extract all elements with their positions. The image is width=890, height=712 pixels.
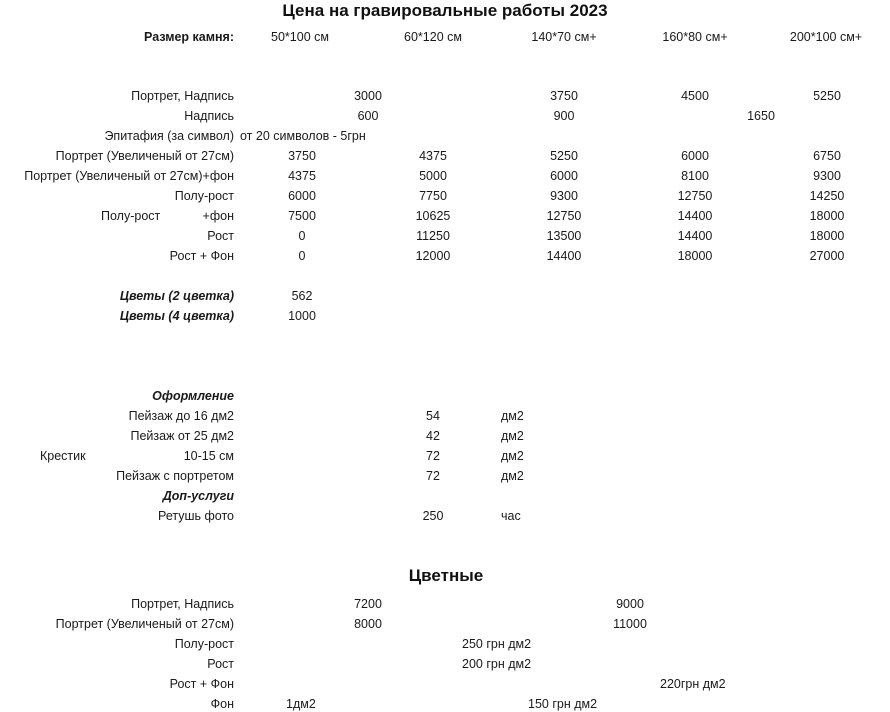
cell: 7750 — [419, 189, 447, 203]
unit: 1дм2 — [286, 697, 316, 711]
size-label: Размер камня: — [144, 30, 234, 44]
cell: 8100 — [681, 169, 709, 183]
extra-heading: Доп-услуги — [162, 489, 234, 503]
size-col-2: 60*120 см — [404, 30, 462, 44]
cell: 10625 — [415, 209, 451, 223]
cell: 6000 — [288, 189, 316, 203]
row-label-inscription: Надпись — [184, 109, 234, 123]
row-label: Рост + Фон — [169, 249, 234, 263]
cell: 12750 — [546, 209, 582, 223]
design-heading: Оформление — [152, 389, 234, 403]
cell: 13500 — [546, 229, 582, 243]
design-label-prefix: Крестик — [40, 449, 86, 463]
cell: 14400 — [677, 229, 713, 243]
cell: 5250 — [813, 89, 841, 103]
cell: 3750 — [550, 89, 578, 103]
cell: 12750 — [677, 189, 713, 203]
color-label: Рост — [207, 657, 234, 671]
cell: 11250 — [416, 229, 450, 243]
size-col-3: 140*70 см+ — [531, 30, 597, 44]
extra-label: Ретушь фото — [158, 509, 234, 523]
cell: 18000 — [809, 229, 845, 243]
unit: дм2 — [501, 469, 524, 483]
cell: 6000 — [681, 149, 709, 163]
cell: 6000 — [550, 169, 578, 183]
cell: 7200 — [354, 597, 382, 611]
flowers-label: Цветы (4 цветка) — [119, 309, 234, 323]
cell: 600 — [357, 109, 379, 123]
cell: 0 — [298, 229, 306, 243]
color-heading: Цветные — [408, 566, 484, 585]
cell: 7500 — [288, 209, 316, 223]
cell: 4375 — [288, 169, 316, 183]
cell: 12000 — [415, 249, 451, 263]
row-label: Рост — [207, 229, 234, 243]
color-label: Портрет, Надпись — [131, 597, 234, 611]
color-label: Полу-рост — [174, 637, 234, 651]
design-label: Пейзаж с портретом — [116, 469, 234, 483]
design-label: Пейзаж от 25 дм2 — [130, 429, 234, 443]
cell: 9000 — [616, 597, 644, 611]
size-col-5: 200*100 см+ — [789, 30, 863, 44]
cell: 9300 — [813, 169, 841, 183]
cell: 1000 — [288, 309, 316, 323]
unit: дм2 — [501, 429, 524, 443]
cell: 4375 — [419, 149, 447, 163]
row-label: Полу-рост — [101, 209, 161, 223]
design-label: Пейзаж до 16 дм2 — [128, 409, 234, 423]
unit: час — [501, 509, 521, 523]
row-label-epitaph: Эпитафия (за символ) — [104, 129, 234, 143]
cell: 562 — [291, 289, 313, 303]
cell: 72 — [426, 469, 440, 483]
cell: 250 — [422, 509, 444, 523]
size-col-1: 50*100 см — [271, 30, 329, 44]
epitaph-value: от 20 символов - 5грн — [240, 129, 366, 143]
color-label: Портрет (Увеличеный от 27см) — [55, 617, 234, 631]
cell: 3750 — [288, 149, 316, 163]
cell: 18000 — [677, 249, 713, 263]
cell: 42 — [426, 429, 440, 443]
design-label: 10-15 см — [183, 449, 234, 463]
cell: 150 грн дм2 — [528, 697, 598, 711]
cell: 900 — [553, 109, 575, 123]
cell: 6750 — [813, 149, 841, 163]
cell: 8000 — [354, 617, 382, 631]
cell: 1650 — [747, 109, 775, 123]
cell: 250 грн дм2 — [462, 637, 532, 651]
cell: 200 грн дм2 — [462, 657, 532, 671]
cell: 3000 — [354, 89, 382, 103]
cell: 18000 — [809, 209, 845, 223]
cell: 27000 — [809, 249, 845, 263]
cell: 14400 — [677, 209, 713, 223]
row-label: Портрет (Увеличеный от 27см) — [55, 149, 234, 163]
cell: 9300 — [550, 189, 578, 203]
size-col-4: 160*80 см+ — [662, 30, 728, 44]
cell: 11000 — [613, 617, 647, 631]
cell: 0 — [298, 249, 306, 263]
cell: 14400 — [546, 249, 582, 263]
unit: дм2 — [501, 449, 524, 463]
cell: 220грн дм2 — [660, 677, 726, 691]
cell: 72 — [426, 449, 440, 463]
unit: дм2 — [501, 409, 524, 423]
cell: 4500 — [681, 89, 709, 103]
color-label: Фон — [210, 697, 234, 711]
row-label: Портрет (Увеличеный от 27см)+фон — [24, 169, 234, 183]
page-title: Цена на гравировальные работы 2023 — [282, 1, 608, 20]
row-label: Полу-рост — [174, 189, 234, 203]
flowers-label: Цветы (2 цветка) — [119, 289, 234, 303]
row-label-suffix: +фон — [202, 209, 234, 223]
cell: 5250 — [550, 149, 578, 163]
row-label-portrait-inscription: Портрет, Надпись — [131, 89, 234, 103]
cell: 14250 — [809, 189, 845, 203]
cell: 54 — [426, 409, 440, 423]
color-label: Рост + Фон — [169, 677, 234, 691]
cell: 5000 — [419, 169, 447, 183]
